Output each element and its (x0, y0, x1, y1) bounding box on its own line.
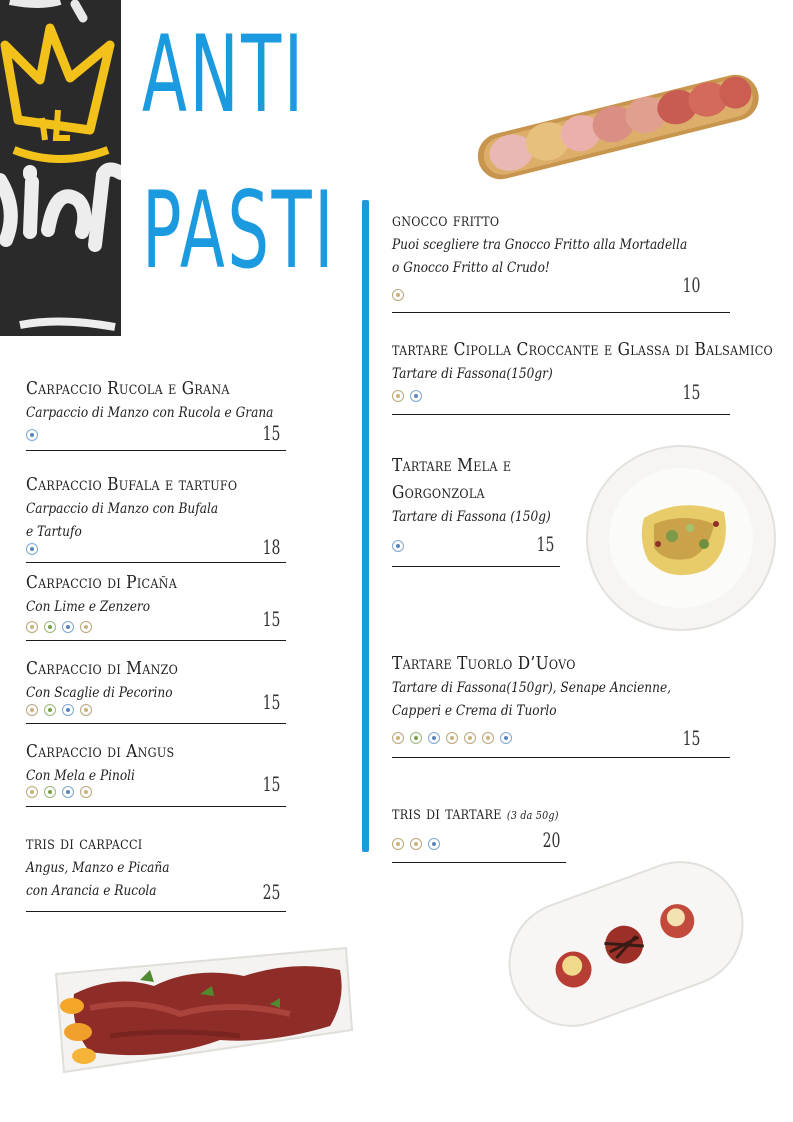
item-name: Tartare Mela e (392, 455, 512, 476)
item-price: 15 (536, 532, 554, 556)
item-description: Puoi scegliere tra Gnocco Fritto alla Mortadella (392, 237, 688, 253)
item-name (392, 800, 559, 829)
menu-item (392, 336, 773, 416)
allergen-icons (26, 429, 38, 441)
tartare-mela-photo (582, 440, 780, 636)
item-description: Carpaccio di Manzo con Rucola e Grana (26, 405, 274, 421)
carpaccio-plate-image-icon (50, 934, 358, 1074)
item-description: Tartare di Fassona(150gr), Senape Ancienne, (392, 680, 672, 696)
allergen-icons (392, 838, 440, 850)
allergen-icon (482, 732, 494, 744)
item-price: 15 (682, 380, 700, 404)
item-price: 15 (262, 607, 280, 631)
allergen-icon (410, 838, 422, 850)
allergen-icon (410, 390, 422, 402)
item-description: Tartare di Fassona(150gr) (392, 366, 553, 382)
item-separator (26, 723, 286, 724)
item-name: Carpaccio di Manzo (26, 658, 179, 679)
allergen-icon (500, 732, 512, 744)
crown-logo-icon (0, 0, 121, 336)
menu-item (26, 830, 286, 914)
item-description: o Gnocco Fritto al Crudo! (392, 260, 550, 276)
gnocco-fritto-image-icon (468, 56, 768, 196)
item-price: 15 (682, 726, 700, 750)
menu-title-line-1: ANTI (142, 13, 306, 136)
menu-item (26, 471, 286, 563)
allergen-icons (26, 543, 38, 555)
allergen-icon (392, 838, 404, 850)
item-description: Angus, Manzo e Picaña (26, 860, 170, 876)
item-description: Capperi e Crema di Tuorlo (392, 703, 557, 719)
allergen-icon (26, 429, 38, 441)
item-portion-note: (3 da 50g) (506, 809, 559, 822)
item-price: 25 (262, 880, 280, 904)
allergen-icon (392, 289, 404, 301)
menu-item (392, 452, 560, 568)
item-separator (26, 911, 286, 912)
tris-plate-image-icon (498, 850, 754, 1038)
item-separator (26, 562, 286, 563)
item-separator (392, 566, 560, 567)
allergen-icon (80, 786, 92, 798)
item-price: 20 (542, 828, 560, 852)
item-description: e Tartufo (26, 524, 82, 540)
allergen-icons (392, 289, 404, 301)
allergen-icon (62, 786, 74, 798)
allergen-icon (26, 704, 38, 716)
item-separator (26, 806, 286, 807)
item-description: con Arancia e Rucola (26, 883, 157, 899)
item-price: 15 (262, 421, 280, 445)
item-description: Con Mela e Pinoli (26, 768, 135, 784)
item-separator (392, 414, 730, 415)
allergen-icons (26, 704, 92, 716)
tris-tartare-photo (498, 850, 754, 1038)
allergen-icons (26, 621, 92, 633)
allergen-icon (446, 732, 458, 744)
item-separator (392, 757, 730, 758)
allergen-icons (392, 540, 404, 552)
allergen-icon (464, 732, 476, 744)
item-description: Con Lime e Zenzero (26, 599, 151, 615)
item-name: tris di carpacci (26, 833, 143, 854)
allergen-icons (26, 786, 92, 798)
item-price: 10 (682, 273, 700, 297)
item-separator (26, 640, 286, 641)
gnocco-fritto-photo (468, 56, 768, 196)
allergen-icon (26, 786, 38, 798)
menu-item (26, 569, 286, 641)
allergen-icon (80, 621, 92, 633)
allergen-icon (392, 732, 404, 744)
menu-title-line-2: PASTI (142, 169, 337, 292)
allergen-icon (410, 732, 422, 744)
item-name: Gorgonzola (392, 482, 485, 503)
allergen-icon (428, 838, 440, 850)
item-name-text: tris di tartare (392, 803, 502, 824)
allergen-icons (392, 390, 422, 402)
menu-item (26, 738, 286, 808)
menu-item (392, 207, 730, 315)
tartare-plate-image-icon (582, 440, 780, 636)
allergen-icon (428, 732, 440, 744)
allergen-icon (26, 543, 38, 555)
item-name: Carpaccio di Angus (26, 741, 175, 762)
item-name: tartare Cipolla Croccante e Glassa di Balsamico (392, 339, 773, 360)
allergen-icon (44, 704, 56, 716)
menu-item (392, 650, 730, 760)
item-description: Tartare di Fassona (150g) (392, 509, 551, 525)
carpaccio-photo (50, 934, 358, 1074)
allergen-icon (392, 390, 404, 402)
allergen-icon (62, 704, 74, 716)
allergen-icon (80, 704, 92, 716)
menu-item (26, 655, 286, 725)
allergen-icon (44, 786, 56, 798)
item-separator (26, 450, 286, 451)
column-divider (362, 200, 369, 852)
allergen-icon (62, 621, 74, 633)
item-price: 18 (262, 535, 280, 559)
allergen-icon (26, 621, 38, 633)
allergen-icon (392, 540, 404, 552)
restaurant-logo (0, 0, 121, 336)
item-name: gnocco fritto (392, 210, 500, 231)
allergen-icons (392, 732, 512, 744)
item-name: Carpaccio di Picaña (26, 572, 178, 593)
allergen-icon (44, 621, 56, 633)
item-name: Carpaccio Rucola e Grana (26, 378, 230, 399)
item-description: Con Scaglie di Pecorino (26, 685, 173, 701)
item-price: 15 (262, 772, 280, 796)
item-name: Carpaccio Bufala e tartufo (26, 474, 238, 495)
menu-item (26, 375, 286, 451)
item-name: Tartare Tuorlo D’Uovo (392, 653, 576, 674)
item-separator (392, 312, 730, 313)
item-price: 15 (262, 690, 280, 714)
item-description: Carpaccio di Manzo con Bufala (26, 501, 219, 517)
